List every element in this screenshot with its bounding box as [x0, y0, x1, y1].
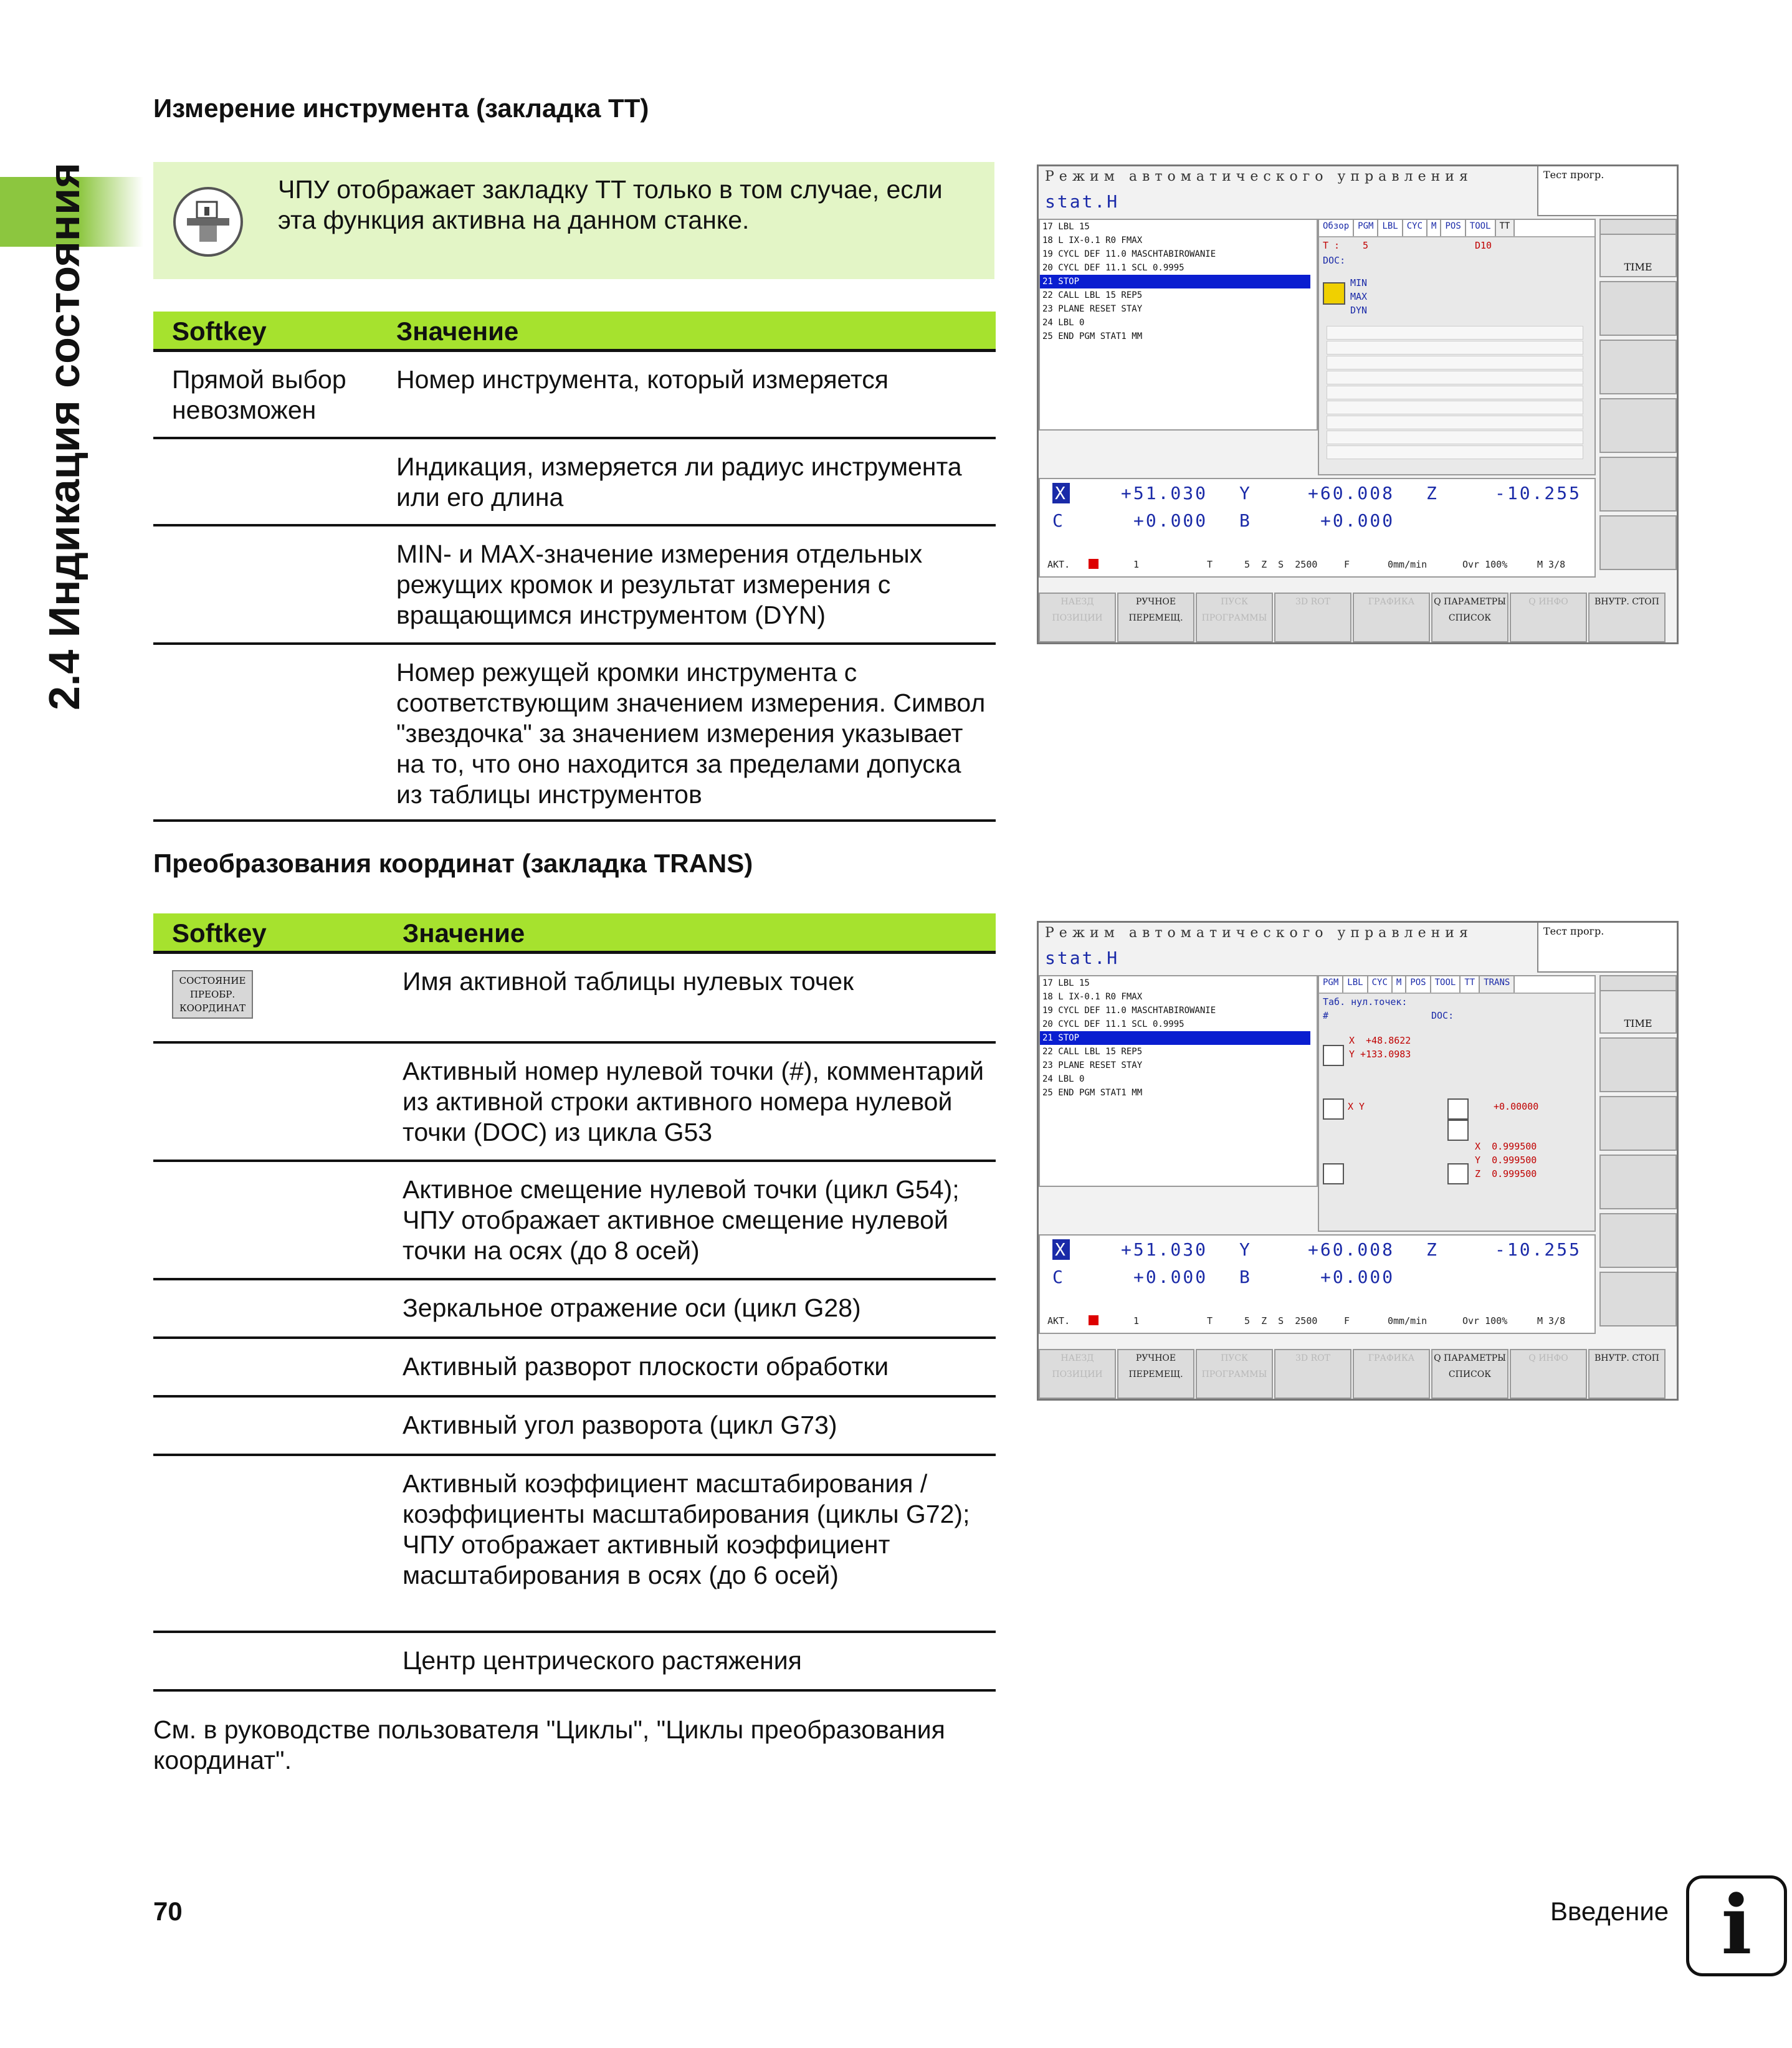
meaning-cell: Индикация, измеряется ли радиус инструмента или его длина: [396, 452, 962, 512]
axis-b-label: B: [1239, 510, 1252, 531]
tt-table: [153, 312, 996, 822]
tab-tt[interactable]: TT: [1496, 220, 1515, 236]
tab-overview[interactable]: Обзор: [1319, 220, 1354, 236]
active-tool: 1: [1133, 1315, 1140, 1326]
program-line: 18 L IX-0.1 R0 FMAX: [1042, 992, 1143, 1002]
axis-c-label: C: [1052, 510, 1065, 531]
cycles-footnote: См. в руководстве пользователя "Циклы", "Циклы преобразования координат".: [153, 1715, 945, 1774]
tt-heading: Измерение инструмента (закладка TT): [153, 93, 649, 123]
table-row: [153, 1044, 996, 1162]
tool-number: 5: [1363, 240, 1369, 251]
feed-rate: 0mm/min: [1388, 1315, 1427, 1326]
table-row: [153, 1633, 996, 1692]
tab-m[interactable]: M: [1393, 976, 1406, 993]
table-row: [153, 645, 996, 822]
f-label: F: [1344, 559, 1350, 570]
program-line: 20 CYCL DEF 11.1 SCL 0.9995: [1042, 1019, 1184, 1029]
col-meaning: Значение: [396, 317, 519, 346]
meaning-cell: Номер инструмента, который измеряется: [396, 365, 889, 394]
meaning-cell: Активный коэффициент масштабирования / коэффициенты масштабирования (циклы G72); ЧПУ отображает активный коэффициент масштабирования в осях (до 6 осей): [403, 1469, 970, 1589]
t-label: T: [1207, 559, 1213, 570]
tt-screen: [1037, 164, 1679, 644]
axis-y-value: +60.008: [1308, 1239, 1395, 1260]
scale-x: X 0.999500: [1475, 1141, 1537, 1152]
tab-tt[interactable]: TT: [1461, 976, 1480, 993]
right-softkey-blank[interactable]: [1599, 515, 1677, 570]
time-softkey[interactable]: [1599, 234, 1677, 277]
info-icon: i: [1686, 1875, 1787, 1976]
time-softkey[interactable]: [1599, 990, 1677, 1034]
act-label: АКТ.: [1047, 559, 1070, 570]
datum-table-label: Таб. нул.точек:: [1323, 996, 1408, 1007]
mode-title: Режим автоматического управления: [1045, 925, 1473, 941]
right-softkey-blank[interactable]: [1599, 1096, 1677, 1151]
internal-stop-softkey[interactable]: ВНУТР. СТОП: [1588, 1349, 1666, 1399]
axis-y-value: +60.008: [1308, 483, 1395, 503]
program-line: 19 CYCL DEF 11.0 MASCHTABIROWANIE: [1042, 1006, 1216, 1016]
tab-pgm[interactable]: PGM: [1319, 976, 1343, 993]
shift-y: Y +133.0983: [1349, 1049, 1411, 1060]
softkey-label-line: ПРЕОБР.: [189, 989, 236, 1000]
datum-number-label: #: [1323, 1010, 1329, 1021]
mirror-axes: X Y: [1348, 1101, 1365, 1112]
program-line: 22 CALL LBL 15 REP5: [1042, 290, 1143, 300]
scaling-icon: [1447, 1163, 1469, 1184]
approach-softkey[interactable]: НАЕЗД ПОЗИЦИИ: [1039, 1349, 1116, 1399]
q-params-softkey[interactable]: Q ПАРАМЕТРЫ СПИСОК: [1431, 1349, 1508, 1399]
meaning-cell: Активный разворот плоскости обработки: [403, 1352, 889, 1381]
axis-b-label: B: [1239, 1267, 1252, 1287]
page-number: 70: [153, 1897, 183, 1926]
softkey-cell: Прямой выбор невозможен: [172, 365, 346, 424]
col-meaning: Значение: [403, 918, 525, 948]
meaning-cell: Зеркальное отражение оси (цикл G28): [403, 1293, 861, 1322]
table-row: [153, 1398, 996, 1456]
program-line: 19 CYCL DEF 11.0 MASCHTABIROWANIE: [1042, 249, 1216, 259]
scale-z: Z 0.999500: [1475, 1168, 1537, 1179]
graphics-softkey[interactable]: ГРАФИКА: [1353, 1349, 1430, 1399]
table-row: [153, 439, 996, 526]
table-row: [153, 1339, 996, 1398]
shift-x: X +48.8622: [1349, 1035, 1411, 1046]
machine-note: [153, 162, 994, 279]
status-panel: [1318, 975, 1596, 1232]
trans-heading: Преобразования координат (закладка TRANS): [153, 849, 753, 878]
tab-lbl[interactable]: LBL: [1343, 976, 1368, 993]
program-line-active: 21 STOP: [1040, 275, 1310, 288]
feed-rate: 0mm/min: [1388, 559, 1427, 570]
tab-cyc[interactable]: CYC: [1403, 220, 1427, 236]
axis-b-value: +0.000: [1320, 1267, 1395, 1287]
meaning-cell: MIN- и MAX-значение измерения отдельных режущих кромок и результат измерения с вращающимся инструментом (DYN): [396, 540, 923, 629]
datum-icon: [1089, 559, 1099, 569]
program-line: 20 CYCL DEF 11.1 SCL 0.9995: [1042, 263, 1184, 273]
table-row: [153, 1162, 996, 1280]
m-functions: M 3/8: [1537, 559, 1566, 570]
spindle-info: 5 Z S 2500: [1244, 1315, 1318, 1326]
3d-rot-softkey[interactable]: 3D ROT: [1274, 1349, 1351, 1399]
program-line: 25 END PGM STAT1 MM: [1042, 1088, 1143, 1098]
axis-z-value: -10.255: [1495, 483, 1582, 503]
3d-rot-softkey[interactable]: 3D ROT: [1274, 593, 1351, 642]
program-name: stat.H: [1045, 191, 1120, 212]
axis-c-label: C: [1052, 1267, 1065, 1287]
axis-c-value: +0.000: [1133, 510, 1208, 531]
table-row: [153, 526, 996, 645]
trans-status-softkey[interactable]: [172, 970, 253, 1019]
program-line: 23 PLANE RESET STAY: [1042, 304, 1143, 314]
status-tabs: [1319, 220, 1594, 237]
program-line: 24 LBL 0: [1042, 1074, 1085, 1084]
axis-b-value: +0.000: [1320, 510, 1395, 531]
meaning-cell: Центр центрического растяжения: [403, 1646, 802, 1675]
status-panel: [1318, 219, 1596, 475]
axis-x-label: X: [1052, 1239, 1070, 1260]
right-softkey-blank[interactable]: [1599, 1213, 1677, 1268]
datum-icon: [1089, 1315, 1099, 1325]
softkey-label-line: КООРДИНАТ: [179, 1003, 246, 1014]
axis-x-value: +51.030: [1121, 1239, 1208, 1260]
active-tool: 1: [1133, 559, 1140, 570]
tool-length-icon: [1323, 282, 1345, 305]
axis-x-label: X: [1052, 483, 1070, 503]
tab-pos[interactable]: POS: [1406, 976, 1431, 993]
datum-shift-icon: [1323, 1045, 1344, 1066]
program-line: 17 LBL 15: [1042, 222, 1090, 232]
tab-pos[interactable]: POS: [1441, 220, 1466, 236]
right-softkey-blank[interactable]: [1599, 398, 1677, 453]
meaning-cell: Номер режущей кромки инструмента с соответствующим значением измерения. Символ "звездочка" за значением измерения указывает на то, что оно находится за пределами допуска из таблицы инструментов: [396, 658, 986, 809]
time-label: TIME: [1624, 1017, 1652, 1029]
table-row: [153, 1280, 996, 1339]
start-program-softkey[interactable]: ПУСК ПРОГРАММЫ: [1196, 1349, 1273, 1399]
trans-screen: [1037, 921, 1679, 1401]
doc-label: DOC:: [1323, 255, 1346, 266]
act-label: АКТ.: [1047, 1315, 1070, 1326]
trans-table-header: [153, 913, 996, 954]
program-line: 17 LBL 15: [1042, 978, 1090, 988]
right-softkey-blank[interactable]: [1599, 1037, 1677, 1092]
footer-section: Введение: [1550, 1897, 1669, 1926]
right-softkey-blank[interactable]: [1599, 340, 1677, 394]
tab-cyc[interactable]: CYC: [1368, 976, 1393, 993]
col-softkey: Softkey: [172, 317, 267, 346]
program-listing: [1039, 975, 1318, 1187]
rotation-icon: [1447, 1120, 1469, 1141]
program-listing: [1039, 219, 1318, 431]
max-label: MAX: [1350, 291, 1368, 302]
tab-pgm[interactable]: PGM: [1354, 220, 1378, 236]
col-softkey: Softkey: [172, 918, 267, 948]
tool-name: D10: [1475, 240, 1492, 251]
plane-tilt-icon: [1447, 1098, 1469, 1120]
machine-dependent-icon: [173, 187, 243, 257]
manual-softkey[interactable]: РУЧНОЕ ПЕРЕМЕЩ.: [1117, 1349, 1194, 1399]
time-label: TIME: [1624, 261, 1652, 273]
graphics-softkey[interactable]: ГРАФИКА: [1353, 593, 1430, 642]
trans-table: [153, 913, 996, 1692]
min-label: MIN: [1350, 277, 1368, 288]
override: Ovr 100%: [1462, 1315, 1508, 1326]
f-label: F: [1344, 1315, 1350, 1326]
axis-z-label: Z: [1426, 483, 1439, 503]
tab-tool[interactable]: TOOL: [1431, 976, 1461, 993]
right-softkey-blank[interactable]: [1599, 281, 1677, 336]
doc-label: DOC:: [1431, 1010, 1454, 1021]
meaning-cell: Активное смещение нулевой точки (цикл G54); ЧПУ отображает активное смещение нулевой точки на осях (до 8 осей): [403, 1175, 960, 1265]
program-line: 25 END PGM STAT1 MM: [1042, 331, 1143, 341]
test-mode-label: Тест прогр.: [1537, 166, 1677, 216]
axis-z-value: -10.255: [1495, 1239, 1582, 1260]
tt-table-header: [153, 312, 996, 352]
tab-lbl[interactable]: LBL: [1378, 220, 1403, 236]
section-vertical-title: 2.4 Индикация состояния: [40, 162, 88, 710]
tab-tool[interactable]: TOOL: [1466, 220, 1496, 236]
meaning-cell: Имя активной таблицы нулевых точек: [403, 967, 854, 996]
scaling-center-icon: [1323, 1163, 1344, 1184]
right-softkey-blank[interactable]: [1599, 1155, 1677, 1209]
program-line: 18 L IX-0.1 R0 FMAX: [1042, 236, 1143, 245]
softkey-label-line: СОСТОЯНИЕ: [179, 975, 246, 986]
axis-x-value: +51.030: [1121, 483, 1208, 503]
table-row: [153, 352, 996, 439]
tool-number-label: T :: [1323, 240, 1340, 251]
test-mode-label: Тест прогр.: [1537, 923, 1677, 973]
m-functions: M 3/8: [1537, 1315, 1566, 1326]
q-info-softkey[interactable]: Q ИНФО: [1510, 593, 1587, 642]
axis-y-label: Y: [1239, 1239, 1252, 1260]
t-label: T: [1207, 1315, 1213, 1326]
mirror-icon: [1323, 1098, 1344, 1120]
program-line: 22 CALL LBL 15 REP5: [1042, 1047, 1143, 1057]
q-info-softkey[interactable]: Q ИНФО: [1510, 1349, 1587, 1399]
start-program-softkey[interactable]: ПУСК ПРОГРАММЫ: [1196, 593, 1273, 642]
internal-stop-softkey[interactable]: ВНУТР. СТОП: [1588, 593, 1666, 642]
scale-y: Y 0.999500: [1475, 1155, 1537, 1166]
tab-trans[interactable]: TRANS: [1480, 976, 1515, 993]
program-line-active: 21 STOP: [1040, 1031, 1310, 1045]
program-line: 23 PLANE RESET STAY: [1042, 1060, 1143, 1070]
axis-c-value: +0.000: [1133, 1267, 1208, 1287]
spindle-info: 5 Z S 2500: [1244, 559, 1318, 570]
table-row: [153, 954, 996, 1044]
right-softkey-blank[interactable]: [1599, 457, 1677, 512]
note-text: ЧПУ отображает закладку TT только в том случае, если эта функция активна на данном станке.: [278, 175, 943, 234]
rotation-angle: +0.00000: [1494, 1101, 1539, 1112]
override: Ovr 100%: [1462, 559, 1508, 570]
right-softkey-blank[interactable]: [1599, 1272, 1677, 1326]
axis-y-label: Y: [1239, 483, 1252, 503]
tab-m[interactable]: M: [1427, 220, 1441, 236]
manual-softkey[interactable]: РУЧНОЕ ПЕРЕМЕЩ.: [1117, 593, 1194, 642]
status-tabs: [1319, 976, 1594, 994]
mode-title: Режим автоматического управления: [1045, 169, 1473, 184]
axis-z-label: Z: [1426, 1239, 1439, 1260]
meaning-cell: Активный номер нулевой точки (#), комментарий из активной строки активного номера нулевой точки (DOC) из цикла G53: [403, 1057, 984, 1146]
program-line: 24 LBL 0: [1042, 318, 1085, 328]
table-row: [153, 1456, 996, 1633]
meaning-cell: Активный угол разворота (цикл G73): [403, 1411, 837, 1439]
q-params-softkey[interactable]: Q ПАРАМЕТРЫ СПИСОК: [1431, 593, 1508, 642]
program-name: stat.H: [1045, 948, 1120, 968]
dyn-label: DYN: [1350, 305, 1368, 316]
approach-softkey[interactable]: НАЕЗД ПОЗИЦИИ: [1039, 593, 1116, 642]
